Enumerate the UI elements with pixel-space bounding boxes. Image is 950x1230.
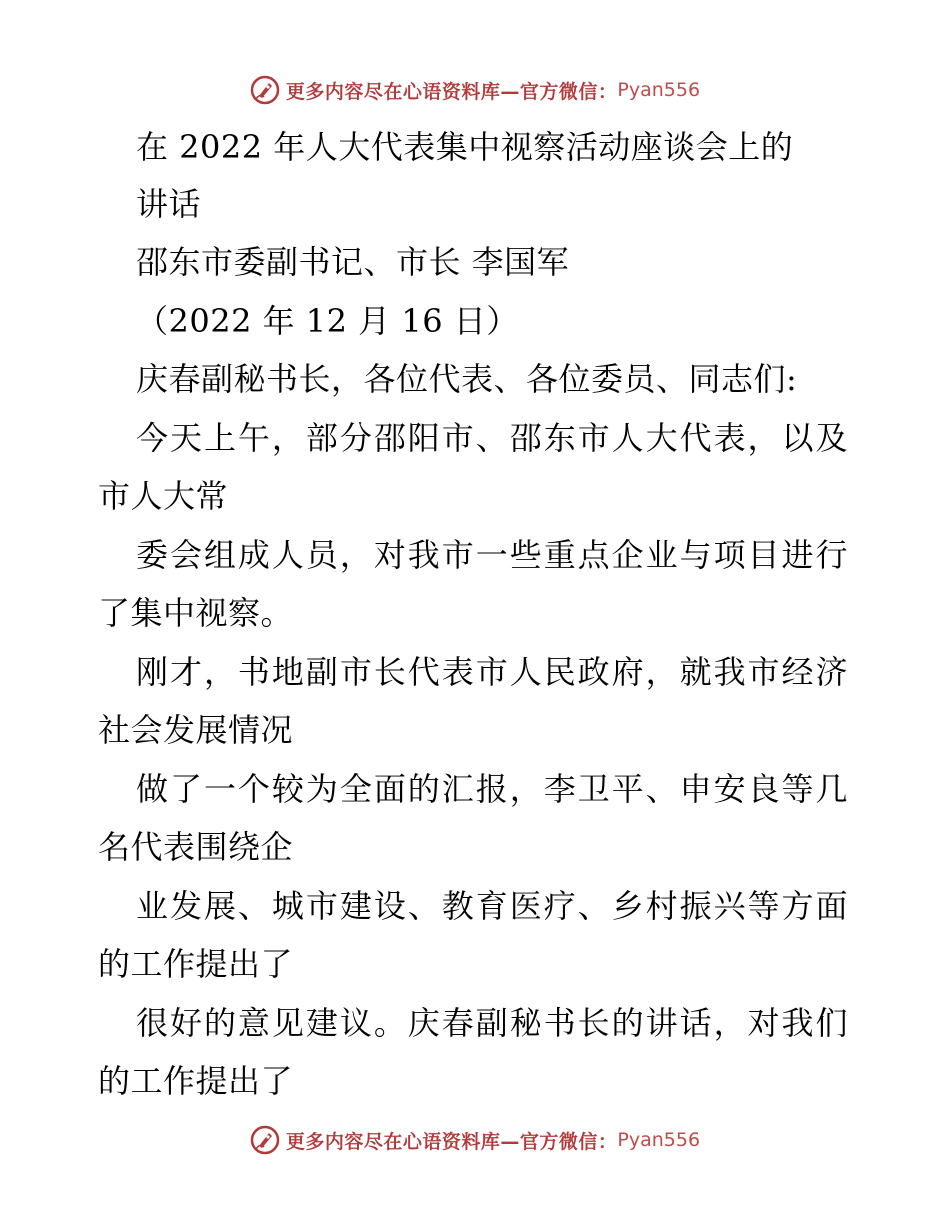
paragraph-line: 业发展、城市建设、教育医疗、乡村振兴等方面 (136, 887, 848, 925)
title-line-2: 讲话 (136, 185, 202, 223)
paragraph-line: 很好的意见建议。庆春副秘书长的讲话，对我们 (136, 1004, 848, 1042)
date-line: （2022 年 12 月 16 日） (136, 302, 519, 340)
header-banner (0, 72, 950, 108)
footer-banner-handle: Pyan556 (617, 1129, 701, 1151)
header-banner-text: 更多内容尽在心语资料库—官方微信： (285, 80, 618, 103)
paragraph-line: 名代表围绕企 (98, 828, 294, 866)
paragraph-line: 的工作提出了 (98, 1062, 294, 1100)
paragraph-line: 刚才，书地副市长代表市人民政府，就我市经济 (136, 653, 848, 691)
speaker-line: 邵东市委副书记、市长 李国军 (136, 243, 570, 281)
pen-nib-logo-icon (250, 1125, 280, 1155)
footer-banner (0, 1122, 950, 1158)
paragraph-line: 今天上午，部分邵阳市、邵东市人大代表，以及 (136, 419, 848, 457)
header-banner-handle: Pyan556 (617, 79, 701, 101)
paragraph-line: 委会组成人员，对我市一些重点企业与项目进行 (136, 536, 848, 574)
paragraph-line: 的工作提出了 (98, 945, 294, 983)
paragraph-line: 做了一个较为全面的汇报，李卫平、申安良等几 (136, 770, 848, 808)
footer-banner-text: 更多内容尽在心语资料库—官方微信： (285, 1130, 618, 1153)
pen-nib-logo-icon (250, 75, 280, 105)
salutation-line: 庆春副秘书长，各位代表、各位委员、同志们: (136, 360, 798, 398)
paragraph-line: 市人大常 (98, 477, 229, 515)
paragraph-line: 了集中视察。 (98, 594, 294, 632)
paragraph-line: 社会发展情况 (98, 711, 294, 749)
title-line-1: 在 2022 年人大代表集中视察活动座谈会上的 (136, 128, 794, 166)
